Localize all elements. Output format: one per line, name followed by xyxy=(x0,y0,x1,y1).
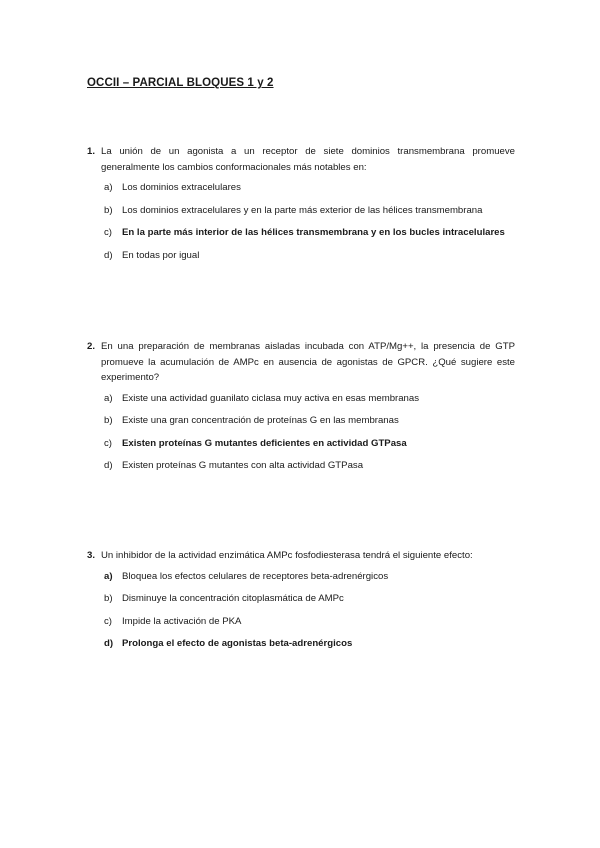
option-b xyxy=(87,204,515,217)
option-list xyxy=(87,392,515,473)
option-letter: d) xyxy=(104,460,113,471)
option-d xyxy=(87,249,515,262)
option-letter: d) xyxy=(104,249,113,261)
option-letter: c) xyxy=(104,437,112,449)
option-letter: b) xyxy=(104,415,113,426)
option-d xyxy=(87,459,515,472)
question-number: 3. xyxy=(87,550,96,561)
question-3 xyxy=(87,548,515,660)
option-text: Existe una gran concentración de proteínas G en las membranas xyxy=(122,415,399,426)
option-list xyxy=(87,570,515,651)
question-text: La unión de un agonista a un receptor de siete dominios transmembrana promueve generalmente los cambios conformacionales más notables en: xyxy=(101,146,515,173)
option-a xyxy=(87,392,515,405)
option-text: Impide la activación de PKA xyxy=(122,615,242,627)
option-text: Los dominios extracelulares y en la parte más exterior de las hélices transmembrana xyxy=(122,204,483,216)
option-letter: c) xyxy=(104,615,112,627)
question-text: Un inhibidor de la actividad enzimática AMPc fosfodiesterasa tendrá el siguiente efecto: xyxy=(101,550,473,561)
option-text: Los dominios extracelulares xyxy=(122,182,241,193)
option-text: Existen proteínas G mutantes con alta actividad GTPasa xyxy=(122,460,364,471)
option-letter: b) xyxy=(104,593,113,604)
question-number: 1. xyxy=(87,146,96,157)
question-stem xyxy=(87,339,515,386)
option-text: Existe una actividad guanilato ciclasa muy activa en esas membranas xyxy=(122,392,420,404)
option-letter: c) xyxy=(104,227,112,238)
option-text: Disminuye la concentración citoplasmática de AMPc xyxy=(122,593,344,604)
option-b xyxy=(87,414,515,427)
option-text: Prolonga el efecto de agonistas beta-adrenérgicos xyxy=(122,638,353,649)
option-b xyxy=(87,592,515,605)
question-text: En una preparación de membranas aisladas incubada con ATP/Mg++, la presencia de GTP promueve la acumulación de AMPc en ausencia de agonistas de GPCR. ¿Qué sugiere este experimento? xyxy=(101,341,515,383)
option-d-correct xyxy=(87,637,515,650)
option-text: En todas por igual xyxy=(122,249,200,261)
question-number: 2. xyxy=(87,341,96,352)
option-letter: a) xyxy=(104,570,113,582)
question-stem xyxy=(87,144,515,175)
question-2 xyxy=(87,339,515,482)
option-text: En la parte más interior de las hélices transmembrana y en los bucles intracelulares xyxy=(122,227,505,238)
option-letter: d) xyxy=(104,638,114,649)
option-a xyxy=(87,570,515,583)
option-c xyxy=(87,615,515,628)
option-a xyxy=(87,181,515,194)
option-list xyxy=(87,181,515,262)
option-text: Existen proteínas G mutantes deficientes en actividad GTPasa xyxy=(122,437,407,449)
question-1 xyxy=(87,144,515,271)
question-stem xyxy=(87,548,515,564)
document-title: OCCII – PARCIAL BLOQUES 1 y 2 xyxy=(87,77,274,89)
option-letter: a) xyxy=(104,392,113,404)
option-text: Bloquea los efectos celulares de receptores beta-adrenérgicos xyxy=(122,570,389,582)
option-c-correct xyxy=(87,226,515,239)
option-c-correct xyxy=(87,437,515,450)
option-letter: a) xyxy=(104,182,113,193)
option-letter: b) xyxy=(104,204,113,216)
